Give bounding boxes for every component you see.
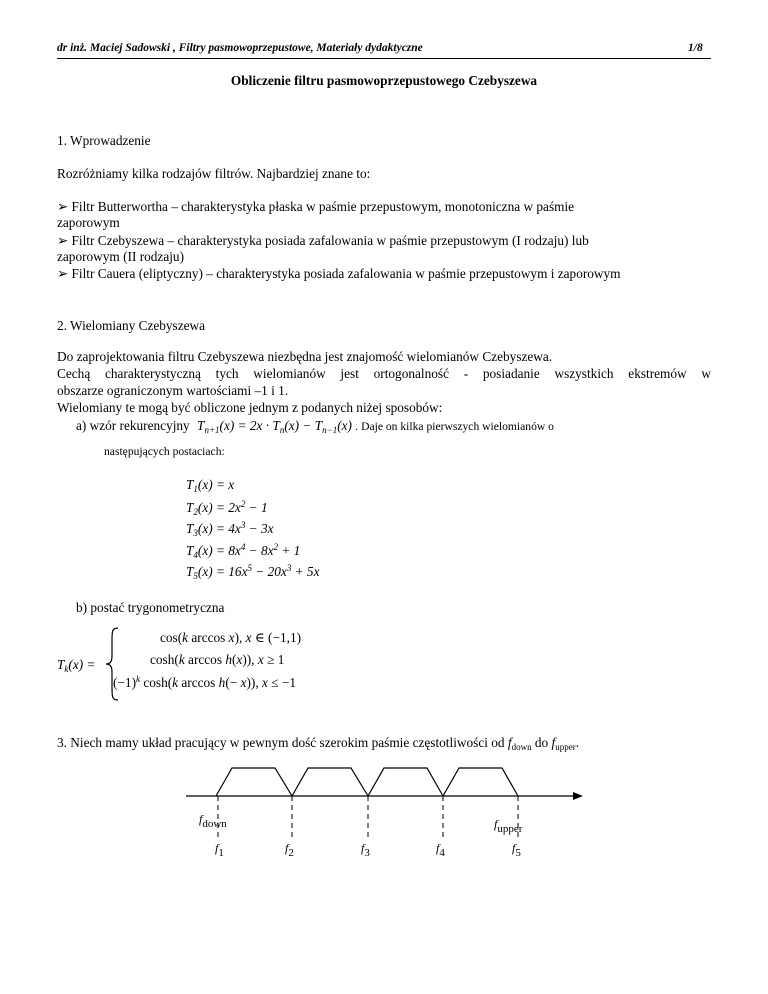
item-a-tail2: następujących postaciach: (104, 445, 225, 458)
section2-p3: Wielomiany te mogą być obliczone jednym z podanych niżej sposobów: (57, 400, 443, 415)
item-b-label: b) postać trygonometryczna (76, 600, 225, 615)
piecewise-case-2: cosh(k arccos h(x)), x ≥ 1 (150, 652, 285, 667)
section3-heading: 3. Niech mamy układ pracujący w pewnym dość szerokim paśmie częstotliwości od $f_{down}$ do $f_{upper}$. (57, 735, 580, 752)
piecewise-case-3: $(-1)^k$ cosh(k arccos h(− x)), x ≤ −1 (113, 674, 297, 690)
bullet-arrow-icon: ➢ (57, 233, 69, 248)
label-f5: f5 (512, 841, 521, 859)
poly-4: $T_4(x) = 8x^4 - 8x^2 + 1$ (186, 542, 301, 560)
passband-shapes (216, 768, 518, 796)
page-title: Obliczenie filtru pasmowoprzepustowego Czebyszewa (230, 73, 538, 88)
label-f1: f1 (215, 841, 224, 859)
bullet-arrow-icon: ➢ (57, 199, 69, 214)
bullet-3-text: Filtr Cauera (eliptyczny) – charakterystyka posiada zafalowania w paśmie przepustowym i zaporowym (71, 266, 621, 281)
section2-p2a: Cechą charakterystyczną tych wielomianów jest ortogonalność - posiadanie wszystkich ekstremów w (57, 366, 711, 381)
label-f2: f2 (285, 841, 294, 859)
poly-2: $T_2(x) = 2x^2 - 1$ (186, 499, 268, 517)
item-a-label: a) wzór rekurencyjny (76, 418, 190, 433)
axis-arrow-icon (573, 792, 583, 800)
label-f4: f4 (436, 841, 445, 859)
bullet-1-cont: zaporowym (57, 215, 120, 230)
label-f3: f3 (361, 841, 370, 859)
poly-5: $T_5(x) = 16x^5 - 20x^3 + 5x$ (186, 563, 320, 581)
section2-p2b: obszarze ograniczonym wartościami –1 i 1. (57, 383, 289, 398)
band-2 (292, 768, 368, 796)
band-4 (443, 768, 518, 796)
section1-intro: Rozróżniamy kilka rodzajów filtrów. Najbardziej znane to: (57, 166, 371, 181)
bullet-2-text: Filtr Czebyszewa – charakterystyka posiada zafalowania w paśmie przepustowym (I rodzaju) lub (71, 233, 589, 248)
poly-3: $T_3(x) = 4x^3 - 3x$ (186, 520, 274, 538)
item-a-tail: . Daje on kilka pierwszych wielomianów o (355, 420, 554, 433)
section2-heading: 2. Wielomiany Czebyszewa (57, 318, 206, 333)
poly-1: $T_1(x) = x$ (186, 477, 235, 494)
page-number: 1/8 (688, 42, 703, 54)
bullet-arrow-icon: ➢ (57, 266, 69, 281)
piecewise-case-1: cos(k arccos x), x ∈ (−1,1) (160, 630, 302, 645)
label-f-down: fdown (199, 812, 227, 830)
section2-p1: Do zaprojektowania filtru Czebyszewa niezbędna jest znajomość wielomianów Czebyszewa. (57, 349, 553, 364)
bullet-2-cont: zaporowym (II rodzaju) (57, 249, 185, 264)
band-1 (216, 768, 292, 796)
label-f-upper: fupper (494, 817, 523, 835)
item-a: a) wzór rekurencyjny $T_{n+1}(x) = 2x \cdot T_n(x) - T_{n-1}(x)$ . Daje on kilka pierwszych wielomianów o (76, 418, 554, 435)
header-left: dr inż. Maciej Sadowski , Filtry pasmowoprzepustowe, Materiały dydaktyczne (57, 42, 423, 54)
boundary-markers (218, 796, 518, 840)
piecewise-lhs: $T_k(x)$ = (57, 657, 96, 674)
bullet-1-text: Filtr Butterwortha – charakterystyka płaska w paśmie przepustowym, monotoniczna w paśmie (71, 199, 575, 214)
section1-heading: 1. Wprowadzenie (57, 133, 151, 148)
band-3 (368, 768, 443, 796)
